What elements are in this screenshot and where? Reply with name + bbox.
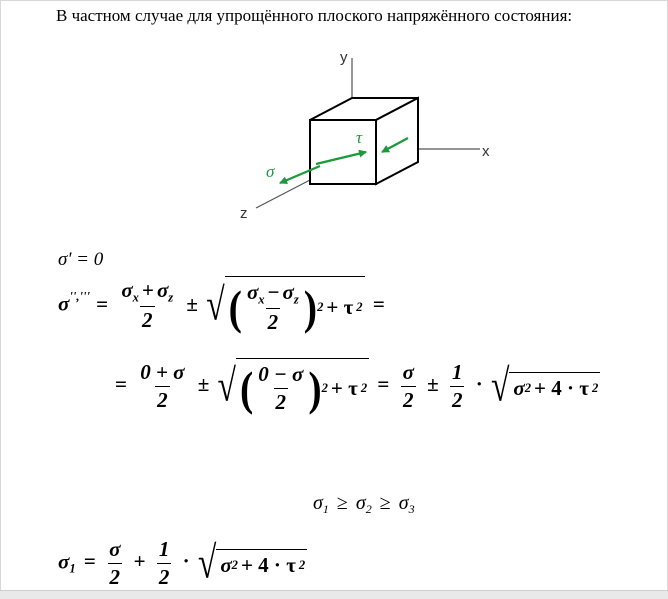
cube-front-face — [310, 120, 376, 184]
y-axis-label: y — [340, 49, 348, 66]
lhs-sigma: σ — [58, 291, 70, 316]
equation-principal-stress-general: σ'',''' = $\frac{\sigma_x + \sigma_z}{2}$ ± √ ( $\frac{\sigma_x - \sigma_z}{2}$ ) 2 + τ 2 = — [58, 278, 385, 335]
equation-sigma-one: $\sigma_1$ = $\frac{\sigma}{2}$ + $\frac{1}{2}$ · √ σ 2 + 4 · τ 2 — [58, 537, 306, 589]
equation-sigma-prime-zero: σ' = 0 — [58, 249, 104, 270]
z-axis-label: z — [240, 205, 248, 222]
equation-principal-stress-simplified: = $\frac{0 + \sigma}{2}$ ± √ ( $\frac{0 - \sigma}{2}$ ) 2 + τ 2 = $\frac{\sigma}{2}$ ± $\frac{1}{2}$ · √ σ 2 + 4 · τ 2 — [115, 360, 599, 415]
tau-label: τ — [356, 128, 363, 147]
section-heading: В частном случае для упрощённого плоского напряжённого состояния: — [56, 6, 573, 25]
sigma-label: σ — [266, 162, 275, 181]
equation-stress-ordering: $\sigma_1 \ge \sigma_2 \ge \sigma_3$ — [313, 492, 415, 517]
z-axis-line — [256, 180, 310, 208]
x-axis-label: x — [482, 143, 490, 160]
stress-element-diagram — [230, 40, 520, 225]
